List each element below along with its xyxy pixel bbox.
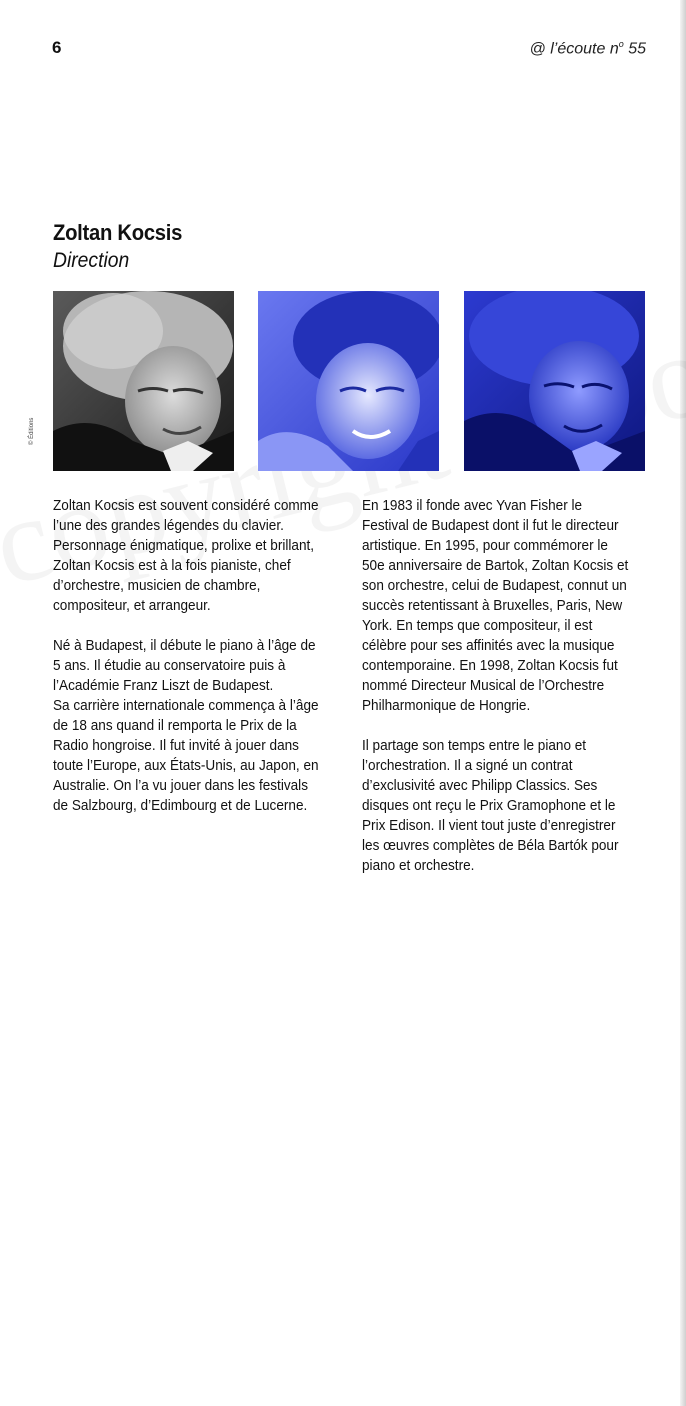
- paragraph-intro: Zoltan Kocsis est souvent considéré comme l’une des grandes légendes du clavier. Personnage énigmatique, prolixe et brillant, Zoltan Kocsis est à la fois pianiste, chef d’orchestre, musicien de chambre, compositeur, et arrangeur.: [53, 498, 319, 614]
- portrait-photo-dark-blue: [464, 291, 645, 471]
- publication-name: @ l’écoute n: [529, 40, 619, 58]
- page-edge: [680, 0, 686, 1406]
- paragraph-career: En 1983 il fonde avec Yvan Fisher le Festival de Budapest dont il fut le directeur artistique. En 1995, pour commémorer le 50e anniversaire de Bartok, Zoltan Kocsis et son orchestre, celui de Budapest, connut un succès retentissant à Bruxelles, Paris, New York. En temps que compositeur, il est célèbre pour ses affinités avec la musique contemporaine. En 1998, Zoltan Kocsis fut nommé Directeur Musical de l’Orchestre Philharmonique de Hongrie.: [362, 498, 629, 714]
- text-column-right: [362, 496, 632, 896]
- artist-role: Direction: [53, 249, 130, 272]
- publication-title: [530, 39, 646, 58]
- text-column-left: [53, 496, 323, 836]
- paragraph-biography: [53, 636, 323, 816]
- paragraph-biography-part2: Sa carrière internationale commença à l’âge de 18 ans quand il remporta le Prix de la Radio hongroise. Il fut invité à jouer dans toute l’Europe, aux États-Unis, au Japon, en Australie. On l’a vu jouer dans les festivals de Salzbourg, d’Edimbourg et de Lucerne.: [53, 698, 319, 814]
- artist-name: Zoltan Kocsis: [53, 220, 183, 245]
- page-number: 6: [52, 38, 62, 57]
- photo-credit: © Éditions: [29, 417, 35, 445]
- portrait-photo-blue: [258, 291, 439, 471]
- issue-number: 55: [623, 40, 646, 58]
- portrait-photo-gray: [53, 291, 234, 471]
- issue-superscript: o: [618, 39, 624, 49]
- paragraph-biography-part1: Né à Budapest, il débute le piano à l’âge de 5 ans. Il étudie au conservatoire puis à l’Académie Franz Liszt de Budapest.: [53, 638, 316, 694]
- paragraph-recordings: Il partage son temps entre le piano et l’orchestration. Il a signé un contrat d’exclusivité avec Philipp Classics. Ses disques ont reçu le Prix Gramophone et le Prix Edison. Il vient tout juste d’enregistrer les œuvres complètes de Béla Bartók pour piano et orchestre.: [362, 738, 619, 874]
